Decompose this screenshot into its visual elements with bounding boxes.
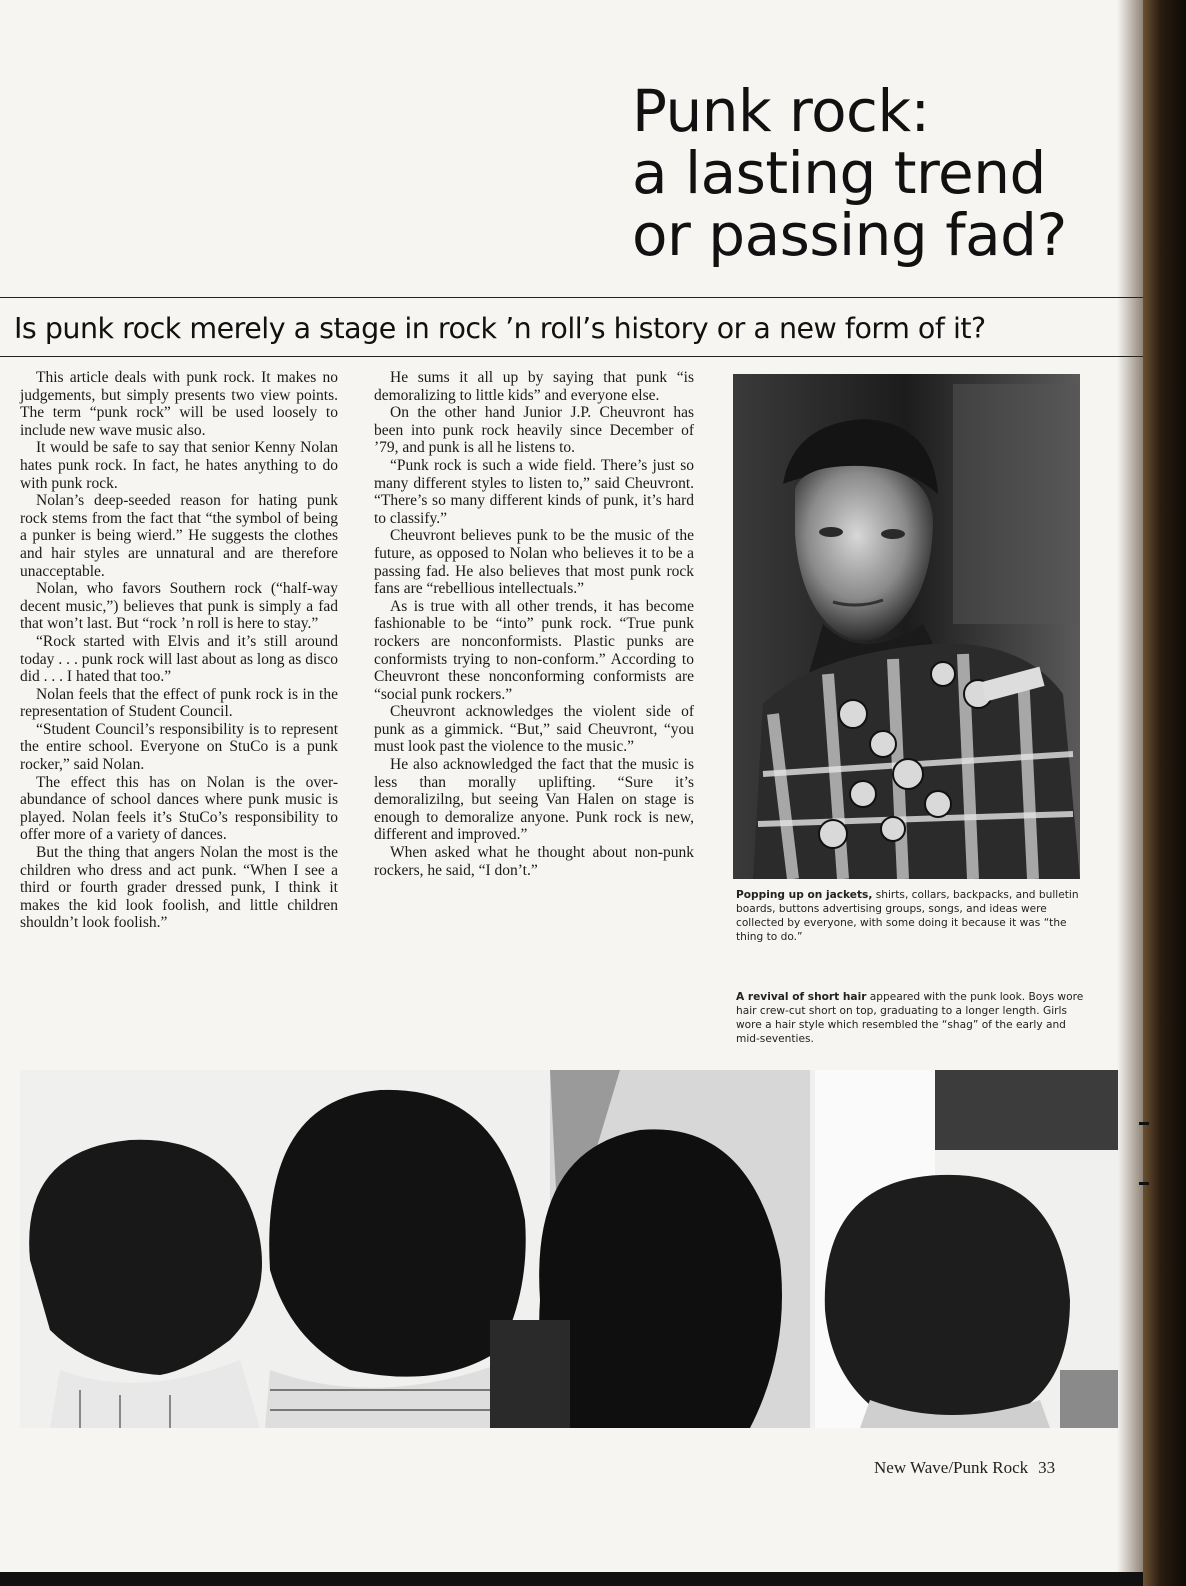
subheadline: Is punk rock merely a stage in rock ’n roll’s history or a new form of it? bbox=[14, 312, 986, 345]
paragraph: He also acknowledged the fact that the music is less than morally uplifting. “Sure it’s demoralizilng, but seeing Van Halen on stage is enough to demoralize anyone. Punk rock is new, different and improved.” bbox=[374, 756, 694, 844]
paragraph: Cheuvront believes punk to be the music of the future, as opposed to Nolan who believes it to be a passing fad. He also believes that most punk rock fans are “rebellious intellectuals.” bbox=[374, 527, 694, 598]
paragraph: As is true with all other trends, it has become fashionable to be “into” punk rock. “True punk rockers are nonconformists. Plastic punks are conformists trying to non-conform.” According to Cheuvront these nonconforming conformists are “social punk rockers.” bbox=[374, 597, 694, 703]
book-spine bbox=[1143, 0, 1186, 1586]
paragraph: It would be safe to say that senior Kenny Nolan hates punk rock. In fact, he hates anything to do with punk rock. bbox=[20, 439, 338, 492]
spine-shadow bbox=[1117, 0, 1143, 1572]
caption-lead: A revival of short hair bbox=[736, 991, 867, 1003]
page-number: 33 bbox=[1038, 1458, 1056, 1477]
paragraph: “Punk rock is such a wide field. There’s just so many different styles to listen to,” said Cheuvront. “There’s so many different kinds of punk, it’s hard to classify.” bbox=[374, 456, 694, 527]
caption-text: shirts, collars, backpacks, and bulletin boards, buttons advertising groups, songs, and ideas were collected by everyone, with some doing it because it was “the thing to do.” bbox=[736, 889, 1079, 943]
paragraph: On the other hand Junior J.P. Cheuvront has been into punk rock heavily since December of ’79, and punk is all he listens to. bbox=[374, 404, 694, 457]
caption-lead: Popping up on jackets, bbox=[736, 889, 873, 901]
paragraph: “Rock started with Elvis and it’s still around today . . . punk rock will last about as long as disco did . . . I hated that too.” bbox=[20, 632, 338, 686]
headline-line-1: Punk rock: bbox=[632, 77, 930, 145]
paragraph: The effect this has on Nolan is the over-abundance of school dances where punk music is played. Nolan feels it’s StuCo’s responsibility to offer more of a variety of dances. bbox=[20, 773, 338, 844]
edge-mark bbox=[1139, 1182, 1149, 1185]
paragraph: Nolan’s deep-seeded reason for hating punk rock stems from the fact that “the symbol of being a punker is being wierd.” He suggests the clothes and hair styles are unnatural and are therefore unacceptable. bbox=[20, 492, 338, 580]
page-footer bbox=[874, 1458, 1055, 1478]
paragraph: “Student Council’s responsibility is to represent the entire school. Everyone on StuCo is a punk rocker,” said Nolan. bbox=[20, 720, 338, 774]
jacket-photo-caption bbox=[736, 888, 1084, 944]
article-column-1 bbox=[20, 369, 338, 932]
section-title: New Wave/Punk Rock bbox=[874, 1458, 1029, 1477]
headline-line-2: a lasting trend bbox=[632, 139, 1046, 207]
caption-text: appeared with the punk look. Boys wore hair crew-cut short on top, graduating to a longer length. Girls wore a hair style which resembled the “shag” of the early and mid-seventies. bbox=[736, 991, 1084, 1045]
paragraph: Nolan, who favors Southern rock (“half-way decent music,”) believes that punk is simply a fad that won’t last. But “rock ’n roll is here to stay.” bbox=[20, 580, 338, 633]
paragraph: Nolan feels that the effect of punk rock is in the representation of Student Council. bbox=[20, 685, 338, 721]
hair-photo-caption bbox=[736, 990, 1084, 1046]
article-column-2 bbox=[374, 369, 694, 879]
top-rule bbox=[0, 297, 1143, 298]
headline bbox=[632, 77, 1112, 269]
edge-mark bbox=[1139, 1122, 1149, 1125]
student-jacket-photo bbox=[733, 374, 1080, 879]
paragraph: Cheuvront acknowledges the violent side of punk as a gimmick. “But,” said Cheuvront, “you must look past the violence to the music.” bbox=[374, 703, 694, 756]
hairstyles-photo-strip bbox=[20, 1070, 1118, 1428]
headline-line-3: or passing fad? bbox=[632, 201, 1067, 269]
paragraph: He sums it all up by saying that punk “is demoralizing to little kids” and everyone else. bbox=[374, 369, 694, 404]
paragraph: But the thing that angers Nolan the most is the children who dress and act punk. “When I see a third or fourth grader dressed punk, I think it makes the kid look foolish, and little children shouldn’t look foolish.” bbox=[20, 844, 338, 932]
subheadline-rule bbox=[0, 356, 1143, 357]
paragraph: When asked what he thought about non-punk rockers, he said, “I don’t.” bbox=[374, 844, 694, 879]
paragraph: This article deals with punk rock. It makes no judgements, but simply presents two view points. The term “punk rock” will be used loosely to include new wave music also. bbox=[20, 369, 338, 439]
